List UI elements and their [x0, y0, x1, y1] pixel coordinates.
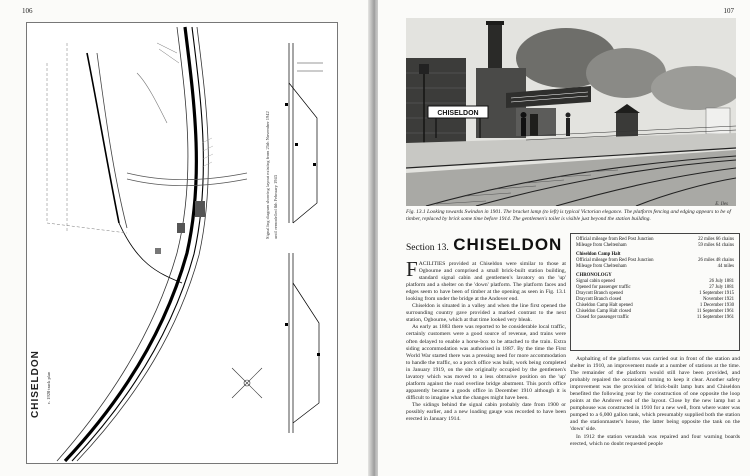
info-row: Mileage from Cheltenham 59 miles 64 chains: [576, 243, 734, 248]
chronology-row: Chiseldon Camp Halt closed 11 September 1961: [576, 309, 734, 314]
signal-caption-line-2: until remodelled 8th February 1943: [273, 175, 278, 239]
body-column-left: [406, 257, 566, 423]
signal-diagram-caption: [257, 41, 301, 241]
left-page-number: 106: [22, 7, 33, 15]
section-prefix: Section 13.: [406, 243, 449, 253]
body-paragraph: As early as 1883 there was reported to be considerable local traffic, certainly customers were a good source of revenue, and trains were often delayed to enable a horse-box to be attached to the train. Extra siding accommodation was authorised in 1887. By the time the First World War started there was a pressing need for more accommodation to handle the traffic, so a porch office was built, work being completed in January 1919, on the site originally occupied by the gentlemen's lavatory which was moved to a less obtrusive position on the 'up' platform against the road overline bridge abutment. This porch office apparently became a goods office in December 1910 although it is difficult to imagine what the changes might have been.: [406, 324, 566, 401]
body-paragraph: Chiseldon is situated in a valley and when the line first opened the surrounding country gave provided a marked contrast to the next station, Ogbourne, which at that time looked very bleak.: [406, 303, 566, 324]
body-paragraph: FACILITIES provided at Chiseldon were similar to those at Ogbourne and comprised a small brick-built station building, standard signal cabin and gentlemen's lavatory on the 'up' platform and a shelter on the 'down' platform. The platform faces and edges seem to have been of timber at the opening as seen in Fig. 13.1 looking from under the bridge at the Andover end.: [406, 257, 566, 303]
nameboard-text: CHISELDON: [437, 110, 479, 117]
body-paragraph: Asphalting of the platforms was carried out in front of the station and shelter in 1910, an improvement made at a number of stations at the time. The remainder of the platform would still have been provided, and probably repaired the occasional turning to keep it clear. Another safety improvement was the provision of brick-built lamp huts and Chiseldon benefited the following year by the construction of one opposite the loop points at the Andover end of the layout. Close by the new lamp hut a pumphouse was constructed in 1910 for a new well, from where water was pumped to a 6,000 gallon tank, which presumably supplied both the station and the stationmaster's house, the latter being opposite the tank on the 'down' side.: [570, 356, 740, 433]
left-page: [0, 0, 372, 476]
body-column-right: [570, 356, 740, 448]
signal-caption-line-1: Signalling diagram showing layout existing from 25th November 1942: [265, 111, 270, 239]
chronology-row: Closed for passenger traffic 11 September 1961: [576, 315, 734, 320]
station-scene: [406, 18, 736, 206]
photo-caption: Fig. 13.1 Looking towards Swindon in 1901. The bracket lamp (to left) is typical Victorian elegance. The platform fencing and edging appears to be of timber, replaced by brick some time before 1914. The gentlemen's toilet is visible just beyond the station building.: [406, 209, 731, 222]
right-page: [378, 0, 750, 476]
section-heading: [406, 235, 562, 255]
body-paragraph: The sidings behind the signal cabin probably date from 1900 or possibly earlier, and a new loading gauge was recorded to have been erected in January 1914.: [406, 401, 566, 423]
info-row: Official mileage from Red Post Junction 26 miles 48 chains: [576, 258, 734, 263]
chronology-heading: CHRONOLOGY: [576, 273, 612, 278]
photo-credit: E. Iles: [715, 202, 728, 207]
right-page-number: 107: [723, 7, 734, 15]
info-row: Mileage from Cheltenham 44 miles: [576, 264, 734, 269]
track-plan: [26, 22, 338, 464]
camp-heading: Chiseldon Camp Halt: [576, 252, 621, 257]
station-info-box: [570, 233, 740, 351]
section-title: CHISELDON: [453, 235, 563, 254]
chronology-row: Draycott Branch closed November 1921: [576, 297, 734, 302]
plan-scale-label: c. 1920 track plan: [46, 371, 51, 404]
chronology-row: Chiseldon Camp Halt opened 1 December 1930: [576, 303, 734, 308]
body-paragraph: In 1912 the station verandah was repaired and four warning boards erected, which no doubt requested people: [570, 433, 740, 447]
chronology-row: Signal cabin opened 26 July 1881: [576, 279, 734, 284]
chronology-row: Opened for passenger traffic 27 July 1881: [576, 285, 734, 290]
plan-station-label: CHISELDON: [30, 350, 41, 418]
station-photograph: [406, 18, 736, 206]
chronology-row: Draycott Branch opened 1 September 1915: [576, 291, 734, 296]
info-row: Official mileage from Red Post Junction 22 miles 66 chains: [576, 237, 734, 242]
drop-cap: F: [406, 257, 418, 281]
